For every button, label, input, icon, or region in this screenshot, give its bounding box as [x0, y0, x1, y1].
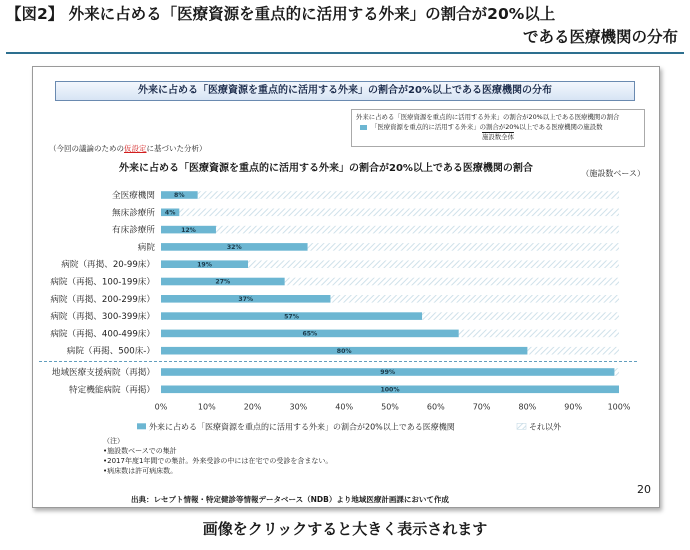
title-underline: [6, 52, 684, 54]
data-label: 99%: [380, 369, 396, 377]
category-label: 病院（再掲、200-299床）: [50, 294, 155, 305]
legend-label-share: 外来に占める「医療資源を重点的に活用する外来」の割合が20%以上である医療機関: [149, 422, 455, 432]
definition-count-text: 「医療資源を重点的に活用する外来」の割合が20%以上である医療機関の施設数: [371, 123, 603, 131]
notes-block: [103, 436, 332, 476]
data-label: 4%: [164, 209, 176, 217]
bar-chart: [33, 177, 659, 477]
x-tick-label: 30%: [289, 402, 308, 412]
note-item: •施設数ベースでの集計: [103, 447, 177, 455]
data-label: 19%: [197, 261, 212, 269]
definition-legend-box: [351, 109, 645, 147]
note-item: •2017年度1年間での集計。外来受診の中には在宅での受診を含まない。: [103, 457, 333, 465]
data-label: 80%: [336, 347, 352, 355]
other-bar: [285, 278, 619, 286]
data-label: 27%: [215, 278, 231, 286]
x-tick-label: 50%: [381, 402, 399, 412]
slide-image[interactable]: [32, 66, 660, 508]
x-tick-label: 90%: [564, 402, 583, 412]
note-item: •病床数は許可病床数。: [103, 467, 178, 475]
definition-line-count: [356, 122, 640, 132]
x-tick-label: 70%: [472, 402, 491, 412]
category-label: 病院（再掲、500床-）: [66, 346, 155, 357]
category-label: 病院（再掲、100-199床）: [50, 277, 155, 288]
other-bar: [216, 226, 619, 234]
category-label: 病院: [137, 242, 155, 253]
figure-title-line2: である医療機関の分布: [522, 28, 678, 46]
page-number: 20: [637, 483, 651, 496]
other-bar: [614, 368, 619, 376]
x-tick-label: 40%: [335, 402, 354, 412]
data-label: 8%: [174, 192, 185, 200]
analysis-basis-note: [49, 143, 207, 154]
data-label: 12%: [181, 226, 196, 234]
other-bar: [422, 312, 619, 320]
category-label: 全医療機関: [112, 191, 155, 201]
other-bar: [308, 243, 619, 251]
data-label: 57%: [284, 313, 299, 321]
other-bar: [330, 295, 619, 303]
data-label: 32%: [226, 244, 242, 252]
figure-title-line1: 【図2】 外来に占める「医療資源を重点的に活用する外来」の割合が20%以上: [6, 5, 556, 23]
legend-swatch-share: [137, 423, 146, 429]
category-label: 病院（再掲、400-499床）: [50, 329, 155, 340]
basis-provisional: 仮設定: [124, 144, 147, 153]
other-bar: [527, 347, 619, 355]
other-bar: [248, 260, 619, 268]
legend-label-other: それ以外: [529, 422, 561, 432]
category-label: 無床診療所: [112, 208, 155, 219]
x-tick-label: 20%: [243, 402, 262, 412]
legend-swatch-other: [517, 423, 526, 429]
definition-line-ratio: 外来に占める「医療資源を重点的に活用する外来」の割合が20%以上である医療機関の割合: [356, 113, 620, 121]
source-note: 出典：レセプト情報・特定健診等情報データベース（NDB）より地域医療計画課において作成: [131, 495, 449, 504]
slide-banner-title: 外来に占める「医療資源を重点的に活用する外来」の割合が20%以上である医療機関の分布: [55, 81, 635, 101]
data-label: 65%: [302, 330, 318, 338]
enlarge-caption-link[interactable]: 画像をクリックすると大きく表示されます: [202, 520, 488, 538]
other-bar: [459, 330, 619, 338]
x-tick-label: 60%: [426, 402, 445, 412]
notes-heading: （注）: [103, 437, 124, 445]
definition-line-total: 施設数全体: [482, 133, 514, 141]
basis-post: に基づいた分析）: [146, 144, 207, 153]
basis-pre: （今回の議論のための: [49, 144, 124, 153]
category-label: 地域医療支援病院（再掲）: [51, 368, 155, 378]
x-tick-label: 100%: [607, 402, 631, 412]
data-label: 100%: [380, 386, 400, 394]
category-label: 病院（再掲、20-99床）: [61, 260, 155, 271]
category-label: 病院（再掲、300-399床）: [50, 312, 155, 323]
category-label: 特定機能病院（再掲）: [69, 385, 155, 396]
data-label: 37%: [238, 296, 254, 303]
other-bar: [179, 209, 619, 217]
category-label: 有床診療所: [112, 225, 155, 236]
chart-unit-note: （施設数ベース）: [581, 169, 645, 178]
x-tick-label: 0%: [154, 402, 168, 412]
x-tick-label: 80%: [518, 402, 537, 412]
other-bar: [198, 191, 619, 199]
solid-swatch: [360, 125, 367, 130]
chart-title: 外来に占める「医療資源を重点的に活用する外来」の割合が20%以上である医療機関の割合: [119, 163, 533, 174]
x-tick-label: 10%: [197, 402, 216, 412]
